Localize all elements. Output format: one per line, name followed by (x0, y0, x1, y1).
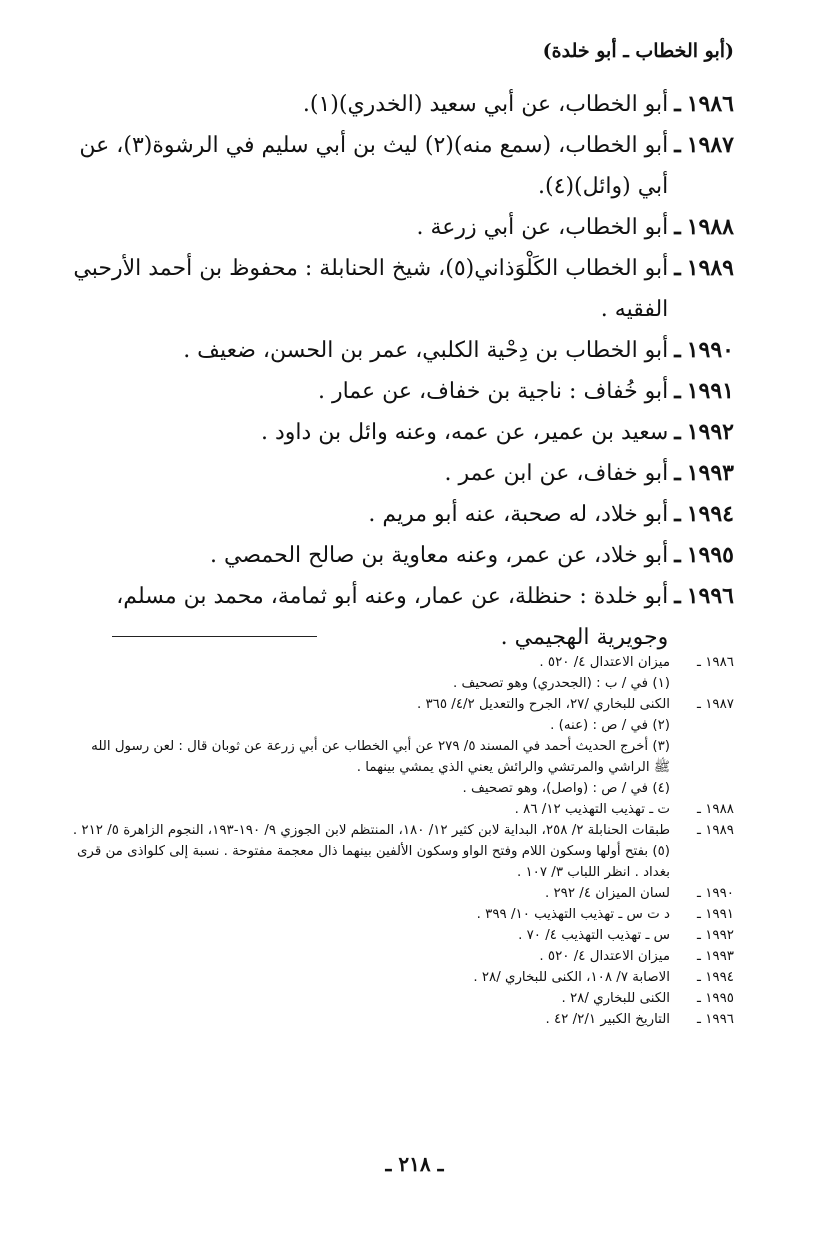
footnote-body (72, 799, 670, 820)
footnote-number: ١٩٨٧ ـ (697, 697, 734, 712)
footnote-group (72, 967, 734, 988)
footnote-group (72, 652, 734, 694)
footnote-number: ١٩٩٣ ـ (697, 949, 734, 964)
entry (72, 125, 734, 207)
entry (72, 207, 734, 248)
footnote-source: الاصابة ٧/ ١٠٨، الكنى للبخاري /٢٨ . (473, 970, 670, 985)
footnote-source: ميزان الاعتدال ٤/ ٥٢٠ . (539, 655, 670, 670)
entry-number: ١٩٩١ (686, 378, 734, 404)
footnote-body (72, 1009, 670, 1030)
footnote-body (72, 904, 670, 925)
entry-dash: ـ (674, 542, 681, 568)
entry-number: ١٩٩٦ (686, 583, 734, 609)
footnote-number: ١٩٩٦ ـ (697, 1012, 734, 1027)
footnote-number: ١٩٩٢ ـ (697, 928, 734, 943)
entry-text: أبو خلاد، عن عمر، وعنه معاوية بن صالح الحمصي . (210, 543, 669, 568)
running-header: (أبو الخطاب ـ أبو خلدة) (542, 40, 734, 62)
entry-text: أبو خلاد، له صحبة، عنه أبو مريم . (368, 502, 669, 527)
footnote-source: التاريخ الكبير ٢/١/ ٤٢ . (545, 1012, 670, 1027)
entry-number: ١٩٨٧ (686, 132, 734, 158)
footnote-body (72, 967, 670, 988)
footnote-body (72, 820, 670, 883)
footnote-source: الكنى للبخاري /٢٨ . (561, 991, 670, 1006)
footnote-note: (٢) في / ص : (عنه) . (550, 718, 670, 733)
entry (72, 494, 734, 535)
footnote-source: لسان الميزان ٤/ ٢٩٢ . (544, 886, 670, 901)
entry-dash: ـ (674, 419, 681, 445)
footnote-group (72, 883, 734, 904)
entry (72, 330, 734, 371)
footnote-source: د ت س ـ تهذيب التهذيب ١٠/ ٣٩٩ . (476, 907, 670, 922)
footnote-body (72, 946, 670, 967)
entry-dash: ـ (674, 255, 681, 281)
entry-text: أبو الخطاب الكَلْوَذاني(٥)، شيخ الحنابلة : محفوظ بن أحمد الأرحبي الفقيه . (73, 256, 669, 322)
entry-dash: ـ (674, 583, 681, 609)
footnote-number: ١٩٩٤ ـ (697, 970, 734, 985)
entry-text: أبو الخطاب، عن أبي سعيد (الخدري)(١). (302, 92, 669, 117)
entry-dash: ـ (674, 501, 681, 527)
footnote-group (72, 694, 734, 799)
entry (72, 535, 734, 576)
footnote-note: (٥) بفتح أولها وسكون اللام وفتح الواو وسكون الألفين بينهما ذال معجمة مفتوحة . نسبة إلى كلواذى من قرى بغداد . انظر اللباب ٣/ ١٠٧ . (76, 844, 670, 880)
entry-number: ١٩٩٢ (686, 419, 734, 445)
entry-dash: ـ (674, 337, 681, 363)
footnote-group (72, 946, 734, 967)
entry-number: ١٩٩٣ (686, 460, 734, 486)
footnote-source: طبقات الحنابلة ٢/ ٢٥٨، البداية لابن كثير ١٢/ ١٨٠، المنتظم لابن الجوزي ٩/ ١٩٠-١٩٣، النجوم الزاهرة ٥/ ٢١٢ . (72, 823, 670, 838)
entry-dash: ـ (674, 214, 681, 240)
entry-number: ١٩٨٩ (686, 255, 734, 281)
footnote-source: ت ـ تهذيب التهذيب ١٢/ ٨٦ . (514, 802, 670, 817)
footnote-group (72, 799, 734, 820)
footnote-source: س ـ تهذيب التهذيب ٤/ ٧٠ . (518, 928, 670, 943)
entry-number: ١٩٩٠ (686, 337, 734, 363)
entry (72, 412, 734, 453)
entry-number: ١٩٩٤ (686, 501, 734, 527)
entry (72, 576, 734, 658)
footnote-source: الكنى للبخاري /٢٧، الجرح والتعديل ٤/٢/ ٣٦٥ . (416, 697, 670, 712)
entry-number: ١٩٨٨ (686, 214, 734, 240)
footnotes (72, 652, 734, 1030)
entry-dash: ـ (674, 132, 681, 158)
entry-text: أبو خلدة : حنظلة، عن عمار، وعنه أبو ثمامة، محمد بن مسلم، وجويرية الهجيمي . (116, 584, 669, 650)
footnote-body (72, 988, 670, 1009)
footnote-note: (٤) في / ص : (واصل)، وهو تصحيف . (462, 781, 670, 796)
footnote-number: ١٩٩٥ ـ (697, 991, 734, 1006)
entry-dash: ـ (674, 91, 681, 117)
entry (72, 453, 734, 494)
entry (72, 371, 734, 412)
footnote-separator (112, 636, 317, 637)
main-entries (72, 84, 734, 658)
footnote-body (72, 883, 670, 904)
entry-text: أبو خفاف، عن ابن عمر . (444, 461, 669, 486)
entry-dash: ـ (674, 460, 681, 486)
footnote-group (72, 904, 734, 925)
entry-text: أبو الخطاب، (سمع منه)(٢) ليث بن أبي سليم في الرشوة(٣)، عن أبي (وائل)(٤). (79, 133, 669, 199)
footnote-number: ١٩٨٦ ـ (697, 655, 734, 670)
entry-dash: ـ (674, 378, 681, 404)
entry-number: ١٩٨٦ (686, 91, 734, 117)
footnote-source: ميزان الاعتدال ٤/ ٥٢٠ . (539, 949, 670, 964)
footnote-body (72, 694, 670, 799)
footnote-note: (١) في / ب : (الجحدري) وهو تصحيف . (452, 676, 670, 691)
entry-text: أبو الخطاب، عن أبي زرعة . (416, 215, 669, 240)
footnote-number: ١٩٨٨ ـ (697, 802, 734, 817)
entry-text: أبو الخطاب بن دِحْية الكلبي، عمر بن الحسن، ضعيف . (183, 338, 669, 363)
footnote-group (72, 988, 734, 1009)
footnote-group (72, 1009, 734, 1030)
footnote-body (72, 652, 670, 694)
footnote-body (72, 925, 670, 946)
entry (72, 248, 734, 330)
footnote-number: ١٩٩١ ـ (697, 907, 734, 922)
entry-text: سعيد بن عمير، عن عمه، وعنه وائل بن داود . (261, 420, 669, 445)
footnote-group (72, 820, 734, 883)
footnote-number: ١٩٨٩ ـ (697, 823, 734, 838)
footnote-note: (٣) أخرج الحديث أحمد في المسند ٥/ ٢٧٩ عن أبي الخطاب عن أبي زرعة عن ثوبان قال : لعن رسول الله ﷺ الراشي والمرتشي والرائش يعني الذي يمشي بينهما . (91, 739, 670, 775)
page-number: ـ ٢١٨ ـ (385, 1152, 444, 1176)
entry-number: ١٩٩٥ (686, 542, 734, 568)
footnote-number: ١٩٩٠ ـ (697, 886, 734, 901)
entry (72, 84, 734, 125)
entry-text: أبو خُفاف : ناجية بن خفاف، عن عمار . (317, 379, 669, 404)
footnote-group (72, 925, 734, 946)
